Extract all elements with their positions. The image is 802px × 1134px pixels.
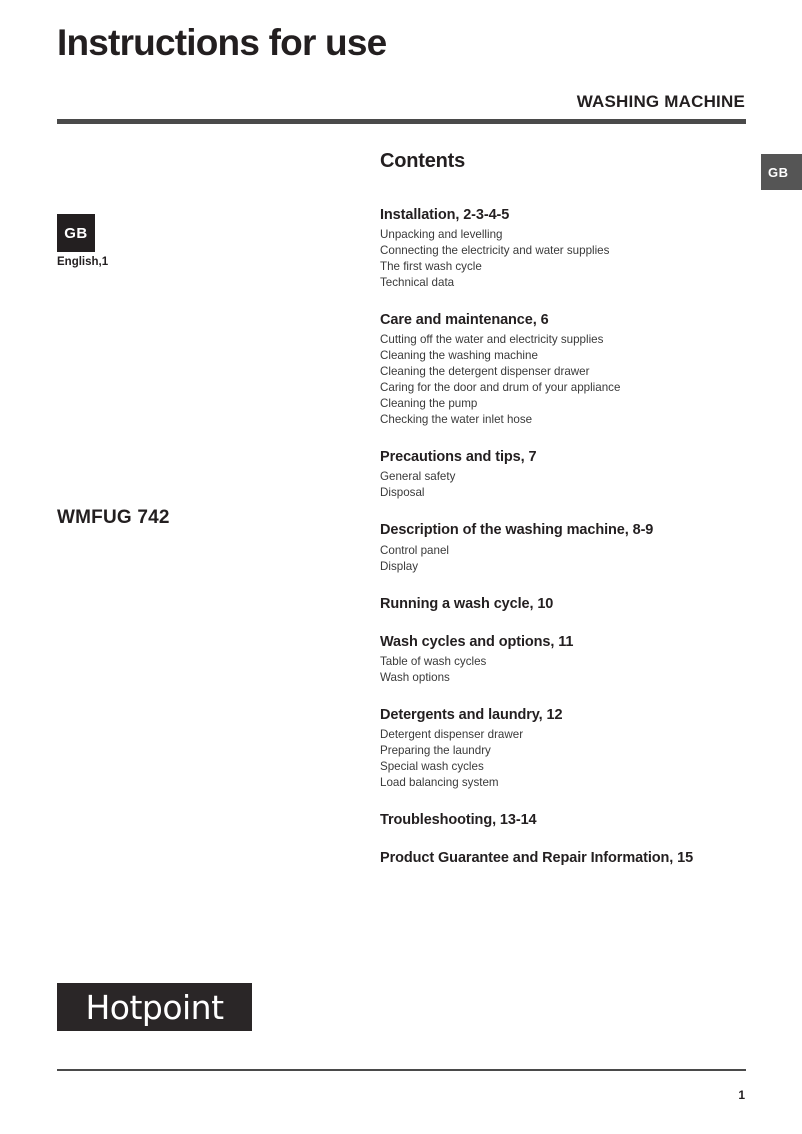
toc-item-list [380,654,780,686]
header-divider [57,119,746,124]
toc-section [380,849,780,867]
toc-section-title[interactable]: Detergents and laundry, 12 [380,706,563,723]
toc-item[interactable]: Cleaning the detergent dispenser drawer [380,365,590,379]
toc-item-list [380,332,780,428]
appliance-type-label: WASHING MACHINE [576,92,745,111]
toc-section-title[interactable]: Description of the washing machine, 8-9 [380,522,654,539]
toc-item[interactable]: Cleaning the washing machine [380,349,538,363]
toc-item[interactable]: Preparing the laundry [380,743,491,757]
toc-item[interactable]: Disposal [380,486,425,500]
toc-section-title[interactable]: Installation, 2-3-4-5 [380,207,510,223]
language-badge-label: GB [64,224,88,242]
table-of-contents [380,150,780,870]
toc-section [380,206,780,291]
toc-item-list [380,543,780,575]
toc-item[interactable]: Display [380,559,419,573]
language-tab-label: GB [768,164,789,180]
toc-section [380,595,780,613]
toc-item[interactable]: Caring for the door and drum of your appliance [380,381,621,395]
toc-section-title[interactable]: Precautions and tips, 7 [380,449,537,466]
toc-item[interactable]: Table of wash cycles [380,654,487,668]
toc-item[interactable]: Technical data [380,276,455,290]
toc-section-title[interactable]: Troubleshooting, 13-14 [380,811,537,828]
footer-divider [57,1069,746,1071]
toc-section-title[interactable]: Wash cycles and options, 11 [380,633,574,650]
toc-section [380,706,780,791]
toc-section [380,521,780,574]
hotpoint-logo-text: Hotpoint [85,987,224,1027]
hotpoint-logo [57,983,252,1031]
toc-section-title[interactable]: Running a wash cycle, 10 [380,595,554,612]
toc-item[interactable]: Connecting the electricity and water supplies [380,244,610,258]
toc-item[interactable]: Checking the water inlet hose [380,413,533,427]
page-title: Instructions for use [57,22,387,63]
toc-item[interactable]: Unpacking and levelling [380,228,503,242]
toc-item-list [380,227,780,291]
toc-item-list [380,727,780,791]
toc-section [380,811,780,829]
page-number: 1 [738,1088,745,1102]
toc-item-list [380,469,780,501]
toc-item[interactable]: Cutting off the water and electricity supplies [380,333,604,347]
toc-section-title[interactable]: Care and maintenance, 6 [380,312,549,329]
toc-item[interactable]: The first wash cycle [380,260,482,274]
toc-item[interactable]: Cleaning the pump [380,397,478,411]
language-page-label: English,1 [57,256,109,268]
toc-item[interactable]: Wash options [380,670,450,684]
toc-section [380,633,780,686]
model-number: WMFUG 742 [57,507,170,528]
toc-item[interactable]: Detergent dispenser drawer [380,727,524,741]
toc-item[interactable]: Control panel [380,543,449,557]
contents-heading: Contents [380,150,466,172]
toc-section-title[interactable]: Product Guarantee and Repair Information, 15 [380,850,694,866]
toc-section [380,311,780,428]
toc-item[interactable]: Special wash cycles [380,759,484,773]
toc-section [380,448,780,501]
toc-item[interactable]: General safety [380,470,456,484]
toc-item[interactable]: Load balancing system [380,775,499,789]
language-badge [57,214,95,252]
